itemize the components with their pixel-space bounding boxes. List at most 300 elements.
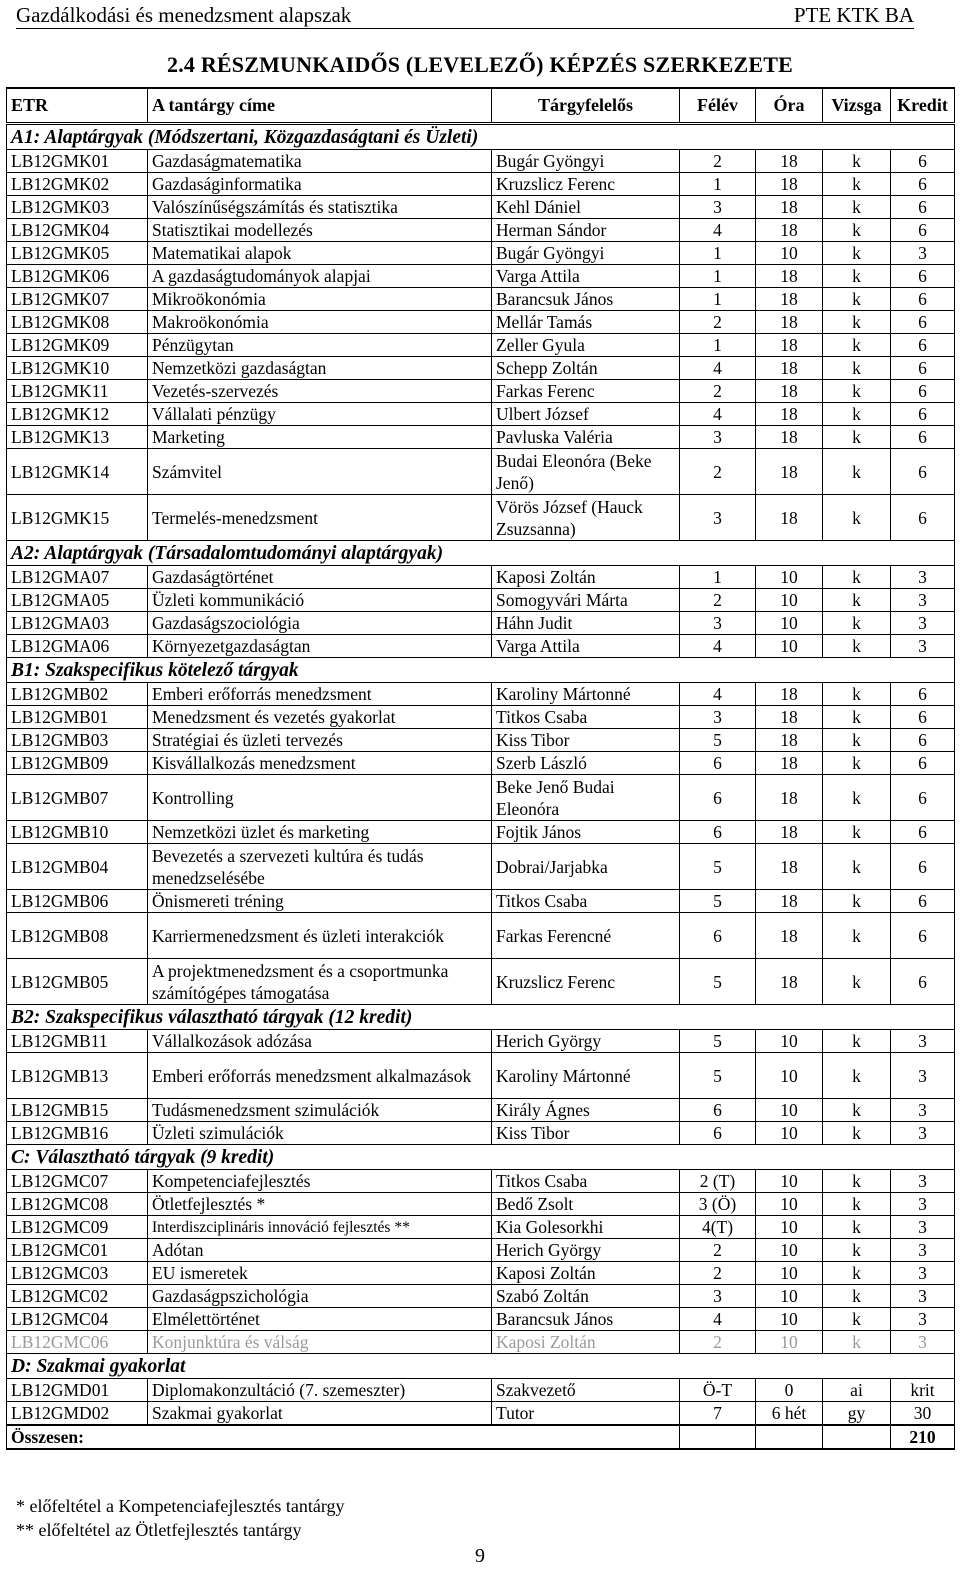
- col-header-semester: Félév: [680, 88, 756, 124]
- course-hours: 18: [756, 403, 823, 426]
- faculty-label: PTE KTK BA: [793, 3, 914, 27]
- course-semester: 4(T): [680, 1216, 756, 1239]
- course-responsible: Kehl Dániel: [492, 196, 680, 219]
- course-semester: 7: [680, 1402, 756, 1426]
- course-row: [7, 612, 955, 635]
- course-row: [7, 729, 955, 752]
- course-row: [7, 265, 955, 288]
- course-credit: 6: [891, 449, 955, 495]
- course-hours: 6 hét: [756, 1402, 823, 1426]
- footnote-1: * előfeltétel a Kompetenciafejlesztés tantárgy: [16, 1496, 345, 1516]
- col-header-hours: Óra: [756, 88, 823, 124]
- course-credit: 6: [891, 426, 955, 449]
- course-semester: 5: [680, 890, 756, 913]
- course-code: LB12GMB15: [7, 1099, 148, 1122]
- course-exam: k: [823, 1053, 891, 1099]
- course-responsible: Farkas Ferencné: [492, 913, 680, 959]
- course-responsible: Kaposi Zoltán: [492, 1262, 680, 1285]
- course-exam: k: [823, 890, 891, 913]
- course-semester: 1: [680, 242, 756, 265]
- course-row: [7, 173, 955, 196]
- course-semester: 6: [680, 1122, 756, 1145]
- course-row: [7, 1285, 955, 1308]
- course-hours: 18: [756, 196, 823, 219]
- course-hours: 18: [756, 752, 823, 775]
- course-name: Önismereti tréning: [148, 890, 492, 913]
- course-code: LB12GMB04: [7, 844, 148, 890]
- course-row: [7, 242, 955, 265]
- course-responsible: Háhn Judit: [492, 612, 680, 635]
- course-name: Bevezetés a szervezeti kultúra és tudás menedzselésébe: [148, 844, 492, 890]
- course-row: [7, 706, 955, 729]
- course-semester: 2: [680, 1239, 756, 1262]
- course-credit: 6: [891, 706, 955, 729]
- course-name: Kisvállalkozás menedzsment: [148, 752, 492, 775]
- course-exam: k: [823, 242, 891, 265]
- course-name: Szakmai gyakorlat: [148, 1402, 492, 1426]
- course-responsible: Barancsuk János: [492, 288, 680, 311]
- course-row: [7, 334, 955, 357]
- course-row: [7, 752, 955, 775]
- course-responsible: Herich György: [492, 1030, 680, 1053]
- course-responsible: Szerb László: [492, 752, 680, 775]
- course-responsible: Szabó Zoltán: [492, 1285, 680, 1308]
- course-name: Üzleti kommunikáció: [148, 589, 492, 612]
- course-semester: 4: [680, 357, 756, 380]
- course-hours: 10: [756, 1262, 823, 1285]
- course-row: [7, 683, 955, 706]
- course-credit: 3: [891, 589, 955, 612]
- course-responsible: Titkos Csaba: [492, 1170, 680, 1193]
- course-exam: k: [823, 219, 891, 242]
- course-name: Pénzügytan: [148, 334, 492, 357]
- course-hours: 18: [756, 334, 823, 357]
- course-row: [7, 589, 955, 612]
- course-credit: 6: [891, 196, 955, 219]
- course-credit: 6: [891, 288, 955, 311]
- course-credit: 6: [891, 150, 955, 173]
- course-hours: 10: [756, 1170, 823, 1193]
- course-exam: k: [823, 265, 891, 288]
- course-hours: 10: [756, 1122, 823, 1145]
- course-name: Termelés-menedzsment: [148, 495, 492, 541]
- course-responsible: Varga Attila: [492, 635, 680, 658]
- course-hours: 18: [756, 775, 823, 821]
- course-name: Vállalkozások adózása: [148, 1030, 492, 1053]
- course-hours: 18: [756, 426, 823, 449]
- course-semester: 6: [680, 1099, 756, 1122]
- course-hours: 18: [756, 890, 823, 913]
- course-code: LB12GMB01: [7, 706, 148, 729]
- course-credit: 6: [891, 403, 955, 426]
- course-code: LB12GMA03: [7, 612, 148, 635]
- course-hours: 10: [756, 1331, 823, 1354]
- group-header-row: [7, 1005, 955, 1030]
- course-credit: 6: [891, 357, 955, 380]
- course-hours: 18: [756, 311, 823, 334]
- group-header-row: [7, 1354, 955, 1379]
- course-exam: k: [823, 1216, 891, 1239]
- course-exam: ai: [823, 1379, 891, 1402]
- course-row: [7, 380, 955, 403]
- course-exam: k: [823, 150, 891, 173]
- course-credit: 6: [891, 219, 955, 242]
- course-code: LB12GMD02: [7, 1402, 148, 1426]
- header-row: [7, 88, 955, 124]
- course-credit: 3: [891, 1331, 955, 1354]
- course-row: [7, 288, 955, 311]
- course-code: LB12GMB16: [7, 1122, 148, 1145]
- course-name: Gazdaságmatematika: [148, 150, 492, 173]
- course-name: Konjunktúra és válság: [148, 1331, 492, 1354]
- course-credit: 6: [891, 380, 955, 403]
- course-responsible: Zeller Gyula: [492, 334, 680, 357]
- course-credit: 6: [891, 173, 955, 196]
- course-credit: krit: [891, 1379, 955, 1402]
- course-row: [7, 426, 955, 449]
- group-header-row: [7, 658, 955, 683]
- course-hours: 18: [756, 706, 823, 729]
- course-semester: 3: [680, 495, 756, 541]
- course-exam: k: [823, 1193, 891, 1216]
- course-semester: 2: [680, 589, 756, 612]
- course-semester: 3: [680, 426, 756, 449]
- course-semester: 3 (Ö): [680, 1193, 756, 1216]
- course-credit: 3: [891, 242, 955, 265]
- col-header-etr: ETR: [7, 88, 148, 124]
- course-semester: 1: [680, 334, 756, 357]
- course-row: [7, 959, 955, 1005]
- col-header-exam: Vizsga: [823, 88, 891, 124]
- col-header-credit: Kredit: [891, 88, 955, 124]
- course-responsible: Király Ágnes: [492, 1099, 680, 1122]
- course-code: LB12GMK03: [7, 196, 148, 219]
- course-exam: k: [823, 1170, 891, 1193]
- course-name: Gazdaságszociológia: [148, 612, 492, 635]
- course-name: Vállalati pénzügy: [148, 403, 492, 426]
- total-empty-hours: [756, 1425, 823, 1449]
- course-name: A gazdaságtudományok alapjai: [148, 265, 492, 288]
- course-row: [7, 1122, 955, 1145]
- course-row: [7, 1170, 955, 1193]
- course-name: Emberi erőforrás menedzsment: [148, 683, 492, 706]
- course-credit: 3: [891, 1193, 955, 1216]
- course-row: [7, 1239, 955, 1262]
- course-hours: 10: [756, 566, 823, 589]
- course-semester: 6: [680, 775, 756, 821]
- course-semester: 5: [680, 959, 756, 1005]
- course-responsible: Somogyvári Márta: [492, 589, 680, 612]
- course-row: [7, 1402, 955, 1426]
- course-code: LB12GMC04: [7, 1308, 148, 1331]
- course-semester: 1: [680, 566, 756, 589]
- course-semester: 4: [680, 403, 756, 426]
- course-row: [7, 403, 955, 426]
- course-code: LB12GMB07: [7, 775, 148, 821]
- running-header: [16, 2, 914, 29]
- course-row: [7, 635, 955, 658]
- course-row: [7, 196, 955, 219]
- course-credit: 3: [891, 1122, 955, 1145]
- course-hours: 10: [756, 1030, 823, 1053]
- course-semester: 3: [680, 1285, 756, 1308]
- course-semester: 1: [680, 265, 756, 288]
- footnote-2: ** előfeltétel az Ötletfejlesztés tantárgy: [16, 1520, 302, 1540]
- total-row: [7, 1425, 955, 1449]
- course-responsible: Kruzslicz Ferenc: [492, 959, 680, 1005]
- course-semester: Ö-T: [680, 1379, 756, 1402]
- course-semester: 5: [680, 844, 756, 890]
- course-responsible: Pavluska Valéria: [492, 426, 680, 449]
- course-responsible: Bedő Zsolt: [492, 1193, 680, 1216]
- course-row: [7, 219, 955, 242]
- course-responsible: Kiss Tibor: [492, 729, 680, 752]
- course-row: [7, 495, 955, 541]
- course-code: LB12GMK06: [7, 265, 148, 288]
- course-hours: 18: [756, 173, 823, 196]
- course-name: Számvitel: [148, 449, 492, 495]
- course-hours: 18: [756, 150, 823, 173]
- course-row: [7, 311, 955, 334]
- course-code: LB12GMC02: [7, 1285, 148, 1308]
- course-code: LB12GMB08: [7, 913, 148, 959]
- course-code: LB12GMB03: [7, 729, 148, 752]
- course-exam: k: [823, 1262, 891, 1285]
- course-name: Gazdaságinformatika: [148, 173, 492, 196]
- course-code: LB12GMK15: [7, 495, 148, 541]
- footnotes: [16, 1494, 345, 1542]
- course-hours: 18: [756, 219, 823, 242]
- course-name: Makroökonómia: [148, 311, 492, 334]
- course-semester: 2: [680, 1331, 756, 1354]
- course-name: Emberi erőforrás menedzsment alkalmazások: [148, 1053, 492, 1099]
- course-credit: 6: [891, 683, 955, 706]
- course-semester: 3: [680, 612, 756, 635]
- course-responsible: Mellár Tamás: [492, 311, 680, 334]
- course-exam: k: [823, 959, 891, 1005]
- group-header-row: [7, 1145, 955, 1170]
- course-code: LB12GMK12: [7, 403, 148, 426]
- course-semester: 2: [680, 1262, 756, 1285]
- course-name: Interdiszciplináris innováció fejlesztés **: [148, 1216, 492, 1239]
- course-responsible: Beke Jenő Budai Eleonóra: [492, 775, 680, 821]
- course-hours: 18: [756, 683, 823, 706]
- total-empty-semester: [680, 1425, 756, 1449]
- course-responsible: Schepp Zoltán: [492, 357, 680, 380]
- course-hours: 10: [756, 612, 823, 635]
- course-exam: k: [823, 334, 891, 357]
- course-credit: 6: [891, 311, 955, 334]
- course-code: LB12GMK13: [7, 426, 148, 449]
- curriculum-table: [6, 87, 955, 1450]
- course-name: A projektmenedzsment és a csoportmunka számítógépes támogatása: [148, 959, 492, 1005]
- group-title: D: Szakmai gyakorlat: [7, 1354, 955, 1379]
- course-responsible: Farkas Ferenc: [492, 380, 680, 403]
- course-code: LB12GMB13: [7, 1053, 148, 1099]
- course-code: LB12GMA06: [7, 635, 148, 658]
- course-row: [7, 1216, 955, 1239]
- course-credit: 3: [891, 1053, 955, 1099]
- course-hours: 18: [756, 821, 823, 844]
- course-name: Karriermenedzsment és üzleti interakciók: [148, 913, 492, 959]
- course-semester: 4: [680, 683, 756, 706]
- course-responsible: Bugár Gyöngyi: [492, 242, 680, 265]
- course-name: Tudásmenedzsment szimulációk: [148, 1099, 492, 1122]
- course-responsible: Varga Attila: [492, 265, 680, 288]
- course-name: Gazdaságpszichológia: [148, 1285, 492, 1308]
- section-title: 2.4 RÉSZMUNKAIDŐS (LEVELEZŐ) KÉPZÉS SZERKEZETE: [167, 52, 793, 77]
- course-responsible: Ulbert József: [492, 403, 680, 426]
- course-credit: 6: [891, 495, 955, 541]
- course-name: Statisztikai modellezés: [148, 219, 492, 242]
- course-exam: k: [823, 426, 891, 449]
- course-code: LB12GMB02: [7, 683, 148, 706]
- course-code: LB12GMB11: [7, 1030, 148, 1053]
- course-exam: k: [823, 775, 891, 821]
- course-code: LB12GMK04: [7, 219, 148, 242]
- course-responsible: Kaposi Zoltán: [492, 566, 680, 589]
- course-code: LB12GMC09: [7, 1216, 148, 1239]
- course-hours: 18: [756, 959, 823, 1005]
- course-hours: 10: [756, 1193, 823, 1216]
- course-credit: 6: [891, 334, 955, 357]
- course-row: [7, 890, 955, 913]
- course-row: [7, 1379, 955, 1402]
- course-responsible: Bugár Gyöngyi: [492, 150, 680, 173]
- group-title: C: Választható tárgyak (9 kredit): [7, 1145, 955, 1170]
- course-responsible: Titkos Csaba: [492, 890, 680, 913]
- course-credit: 3: [891, 1239, 955, 1262]
- course-credit: 3: [891, 1170, 955, 1193]
- course-responsible: Herman Sándor: [492, 219, 680, 242]
- course-hours: 18: [756, 844, 823, 890]
- course-name: Nemzetközi üzlet és marketing: [148, 821, 492, 844]
- course-code: LB12GMC01: [7, 1239, 148, 1262]
- course-name: Valószínűségszámítás és statisztika: [148, 196, 492, 219]
- course-hours: 0: [756, 1379, 823, 1402]
- course-exam: k: [823, 729, 891, 752]
- course-code: LB12GMC03: [7, 1262, 148, 1285]
- course-row: [7, 449, 955, 495]
- course-semester: 6: [680, 752, 756, 775]
- course-responsible: Titkos Csaba: [492, 706, 680, 729]
- course-name: Kompetenciafejlesztés: [148, 1170, 492, 1193]
- course-row: [7, 913, 955, 959]
- course-responsible: Kia Golesorkhi: [492, 1216, 680, 1239]
- course-exam: k: [823, 844, 891, 890]
- course-row: [7, 566, 955, 589]
- course-code: LB12GMB06: [7, 890, 148, 913]
- course-hours: 18: [756, 380, 823, 403]
- course-hours: 18: [756, 288, 823, 311]
- total-label: Összesen:: [7, 1425, 680, 1449]
- course-hours: 18: [756, 357, 823, 380]
- course-hours: 18: [756, 495, 823, 541]
- course-exam: k: [823, 821, 891, 844]
- course-row: [7, 821, 955, 844]
- course-semester: 6: [680, 913, 756, 959]
- course-exam: gy: [823, 1402, 891, 1426]
- course-name: Ötletfejlesztés *: [148, 1193, 492, 1216]
- course-code: LB12GMK07: [7, 288, 148, 311]
- course-code: LB12GMB05: [7, 959, 148, 1005]
- course-exam: k: [823, 752, 891, 775]
- course-row: [7, 1193, 955, 1216]
- course-row: [7, 1053, 955, 1099]
- course-exam: k: [823, 1239, 891, 1262]
- course-code: LB12GMA05: [7, 589, 148, 612]
- course-row: [7, 1308, 955, 1331]
- course-credit: 3: [891, 1285, 955, 1308]
- course-name: Mikroökonómia: [148, 288, 492, 311]
- page-number: 9: [475, 1545, 485, 1567]
- course-semester: 3: [680, 706, 756, 729]
- course-exam: k: [823, 173, 891, 196]
- course-code: LB12GMK01: [7, 150, 148, 173]
- course-responsible: Kiss Tibor: [492, 1122, 680, 1145]
- group-header-row: [7, 124, 955, 150]
- course-semester: 5: [680, 729, 756, 752]
- course-credit: 6: [891, 844, 955, 890]
- course-semester: 5: [680, 1030, 756, 1053]
- course-code: LB12GMK09: [7, 334, 148, 357]
- course-name: Matematikai alapok: [148, 242, 492, 265]
- course-code: LB12GMK08: [7, 311, 148, 334]
- course-name: Stratégiai és üzleti tervezés: [148, 729, 492, 752]
- course-credit: 6: [891, 913, 955, 959]
- course-credit: 6: [891, 775, 955, 821]
- course-credit: 3: [891, 635, 955, 658]
- course-semester: 3: [680, 196, 756, 219]
- course-hours: 10: [756, 1285, 823, 1308]
- course-responsible: Budai Eleonóra (Beke Jenő): [492, 449, 680, 495]
- course-name: Kontrolling: [148, 775, 492, 821]
- total-credit: 210: [891, 1425, 955, 1449]
- col-header-name: A tantárgy címe: [148, 88, 492, 124]
- course-name: Diplomakonzultáció (7. szemeszter): [148, 1379, 492, 1402]
- total-empty-exam: [823, 1425, 891, 1449]
- course-exam: k: [823, 612, 891, 635]
- course-exam: k: [823, 1099, 891, 1122]
- course-hours: 18: [756, 449, 823, 495]
- table-body: [7, 124, 955, 1426]
- course-exam: k: [823, 635, 891, 658]
- course-exam: k: [823, 311, 891, 334]
- course-credit: 6: [891, 890, 955, 913]
- course-hours: 18: [756, 729, 823, 752]
- course-hours: 18: [756, 913, 823, 959]
- course-semester: 2: [680, 380, 756, 403]
- course-name: Marketing: [148, 426, 492, 449]
- course-responsible: Herich György: [492, 1239, 680, 1262]
- course-responsible: Karoliny Mártonné: [492, 683, 680, 706]
- course-semester: 6: [680, 821, 756, 844]
- group-title: A1: Alaptárgyak (Módszertani, Közgazdaságtani és Üzleti): [7, 124, 955, 150]
- group-title: B1: Szakspecifikus kötelező tárgyak: [7, 658, 955, 683]
- course-row: [7, 775, 955, 821]
- course-exam: k: [823, 1122, 891, 1145]
- course-row: [7, 1331, 955, 1354]
- course-code: LB12GMK14: [7, 449, 148, 495]
- course-hours: 10: [756, 1216, 823, 1239]
- group-title: A2: Alaptárgyak (Társadalomtudományi alaptárgyak): [7, 541, 955, 566]
- course-row: [7, 1262, 955, 1285]
- course-exam: k: [823, 706, 891, 729]
- course-exam: k: [823, 196, 891, 219]
- course-semester: 2: [680, 449, 756, 495]
- course-semester: 2: [680, 311, 756, 334]
- course-credit: 30: [891, 1402, 955, 1426]
